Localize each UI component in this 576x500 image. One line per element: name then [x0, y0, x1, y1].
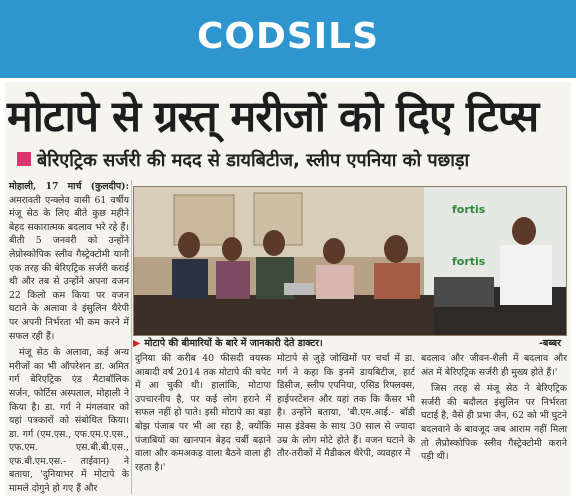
photo-caption	[133, 336, 565, 350]
column-1-paragraph-1: अमरावती एन्क्लेव वासी 61 वर्षीय मंजू सेठ के लिए बीते कुछ महीने बेहद सकारात्मक बदलाव भरे रहे हैं। बीती 5 जनवरी को उन्होंने लेप्रोस्कोपिक स्लीव गैस्ट्रेक्टोमी यानी एक तरह की बेरिएट्रिक सर्जरी कराई थी और तब से उन्होंने अपना वजन 22 किलो कम किया पर वजन घटाने के अलावा वे इंसुलिन थैरेपी पर अपनी निर्भरता भी कम करने में सफल रही हैं।	[9, 194, 129, 342]
article-subheadline: बेरिएट्रिक सर्जरी की मदद से डायबिटीज, स्लीप एपनिया को पछाड़ा	[37, 150, 470, 171]
photo-caption-text: मोटापे की बीमारियों के बारे में जानकारी देते डाक्टर।	[144, 338, 323, 349]
column-3-text: मोटापे से जुड़े जोखिमों पर चर्चा में डा. गर्ग ने कहा कि इनमें डायबिटीज, हार्ट डिसीज, स्लीप एपनिया, एसिड रिफ्लक्स, हाईपरटेंशन और यहां तक कि कैंसर भी है। उन्होंने बताया, 'बी.एम.आई.- बॉडी मास इंडेक्स के साथ 30 साल से ज्यादा उम्र के लोग मोटे होते हैं। वजन घटाने के तौर-तरीकों में मैडीकल थैरेपी, व्यवहार में	[277, 353, 415, 460]
site-banner	[0, 0, 576, 78]
square-bullet-icon	[17, 152, 31, 166]
article-column-1	[9, 180, 129, 495]
column-4-paragraph-1: बदलाव और जीवन-शैली में बदलाव और अंत में बेरिएट्रिक सर्जरी ही मुख्य होते हैं।'	[421, 353, 567, 378]
triangle-bullet-icon: ▶	[133, 338, 141, 349]
press-conference-photo	[133, 186, 567, 336]
article-headline: मोटापे से ग्रस्त् मरीजों को दिए टिप्स	[7, 92, 539, 142]
article-column-3	[277, 352, 415, 494]
photo-credit: -बब्बर	[538, 338, 561, 349]
column-1-paragraph-2: मंजू सेठ के अलावा, कई अन्य मरीजों का भी ऑपरेशन डा. अमित गर्ग बेरिएट्रिक एंड मैटाबॉलिक सर्जन, फोर्टिस अस्पताल, मोहाली ने किया है। डा. गर्ग ने मंगलवार को यहां पत्रकारों को संबोधित किया। डा. गर्ग (एम.एस., एफ.एम.ए.एस., एफ.एम. एस.बी.बी.एस., एफ.बी.एम.एस.- ताईवान) ने बताया, 'दुनियाभर में मोटापे के मामले दोगुने हो गए हैं और	[9, 347, 129, 495]
article-column-2	[135, 352, 271, 494]
article-column-4	[421, 352, 567, 494]
article-subheadline-row	[17, 148, 569, 176]
column-divider	[131, 180, 132, 494]
column-4-paragraph-2: जिस तरह से मंजू सेठ ने बेरिएट्रिक सर्जरी की बदौलत इंसुलिन पर निर्भरता घटाई है, वैसे ही प्रभा जैन, 62 को भी घुटने बदलवाने के बावजूद जब आराम नहीं मिला तो लैप्रोस्कोपिक स्लीव गैस्ट्रेक्टोमी कराने पड़ी थी।	[421, 383, 567, 463]
article-dateline: मोहाली, 17 मार्च (कुलदीप):	[9, 181, 129, 192]
svg-text:fortis: fortis	[452, 255, 486, 268]
svg-text:fortis: fortis	[452, 203, 486, 216]
photo-illustration	[134, 187, 566, 335]
site-title: CODSILS	[196, 16, 380, 57]
newspaper-clipping	[5, 82, 571, 496]
column-2-text: दुनिया की करीब 40 फीसदी वयस्क आबादी वर्ष 2014 तक मोटापे की चपेट में आ चुकी थी। हालांकि, मोटापा उपचारनीय है, पर कई लोग हराने में सफल नहीं हो पाते। इसी मोटापे का बड़ा बोझ पंजाब पर भी आ रहा है, क्योंकि पंजाबियों का खानपान बेहद चर्बी बढ़ाने वाला और कमअकड़ वाला बैठने वाला ही रहता है।'	[135, 353, 271, 473]
